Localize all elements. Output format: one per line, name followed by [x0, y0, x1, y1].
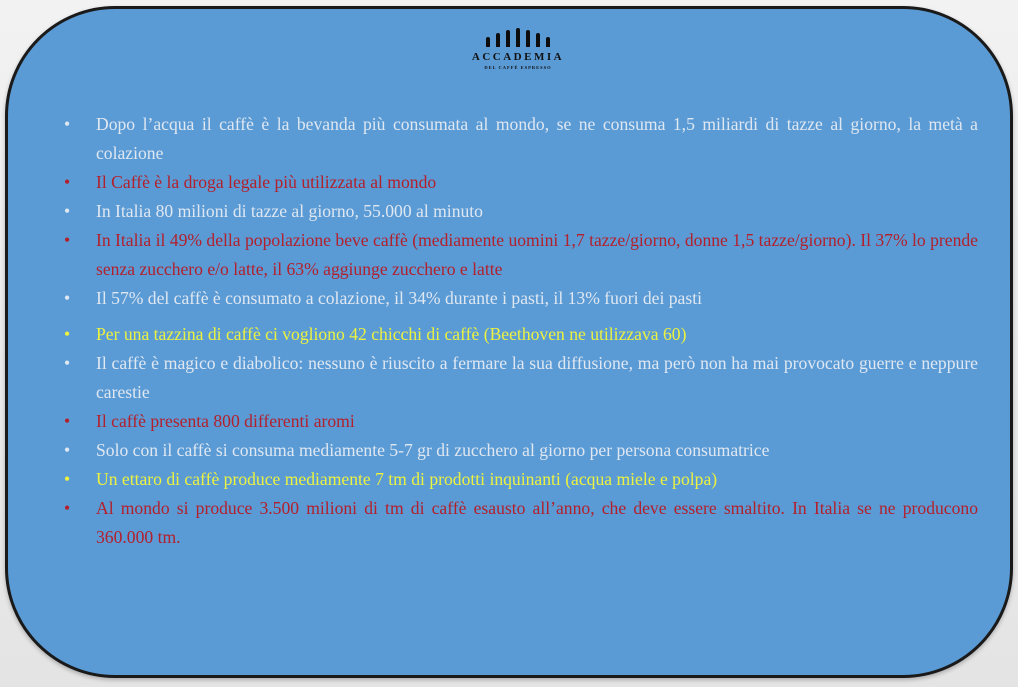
slide-panel	[5, 6, 1013, 678]
logo-subtitle: DEL CAFFÈ ESPRESSO	[484, 65, 552, 70]
bullet-item: • Il Caffè è la droga legale più utilizzata al mondo	[60, 168, 978, 197]
bullet-item: • Il caffè è magico e diabolico: nessuno è riuscito a fermare la sua diffusione, ma però non ha mai provocato guerre e neppure carestie	[60, 349, 978, 407]
logo-title: ACCADEMIA	[471, 51, 565, 63]
bullet-list	[60, 110, 978, 552]
bullet-item: • Solo con il caffè si consuma mediamente 5-7 gr di zucchero al giorno per persona consumatrice	[60, 436, 978, 465]
accademia-logo	[448, 27, 588, 70]
bullet-item: • Al mondo si produce 3.500 milioni di tm di caffè esausto all’anno, che deve essere smaltito. In Italia se ne producono 360.000 tm.	[60, 494, 978, 552]
bullet-item: • Per una tazzina di caffè ci vogliono 42 chicchi di caffè (Beethoven ne utilizzava 60)	[60, 320, 978, 349]
bullet-item: • Il 57% del caffè è consumato a colazione, il 34% durante i pasti, il 13% fuori dei pasti	[60, 284, 978, 313]
bullet-item: • Dopo l’acqua il caffè è la bevanda più consumata al mondo, se ne consuma 1,5 miliardi di tazze al giorno, la metà a colazione	[60, 110, 978, 168]
bullet-item: • Il caffè presenta 800 differenti aromi	[60, 407, 978, 436]
bullet-item: • Un ettaro di caffè produce mediamente 7 tm di prodotti inquinanti (acqua miele e polpa)	[60, 465, 978, 494]
bullet-item: • In Italia 80 milioni di tazze al giorno, 55.000 al minuto	[60, 197, 978, 226]
columns-logo-icon	[448, 27, 588, 47]
bullet-item: • In Italia il 49% della popolazione beve caffè (mediamente uomini 1,7 tazze/giorno, donne 1,5 tazze/giorno). Il 37% lo prende senza zucchero e/o latte, il 63% aggiunge zucchero e latte	[60, 226, 978, 284]
